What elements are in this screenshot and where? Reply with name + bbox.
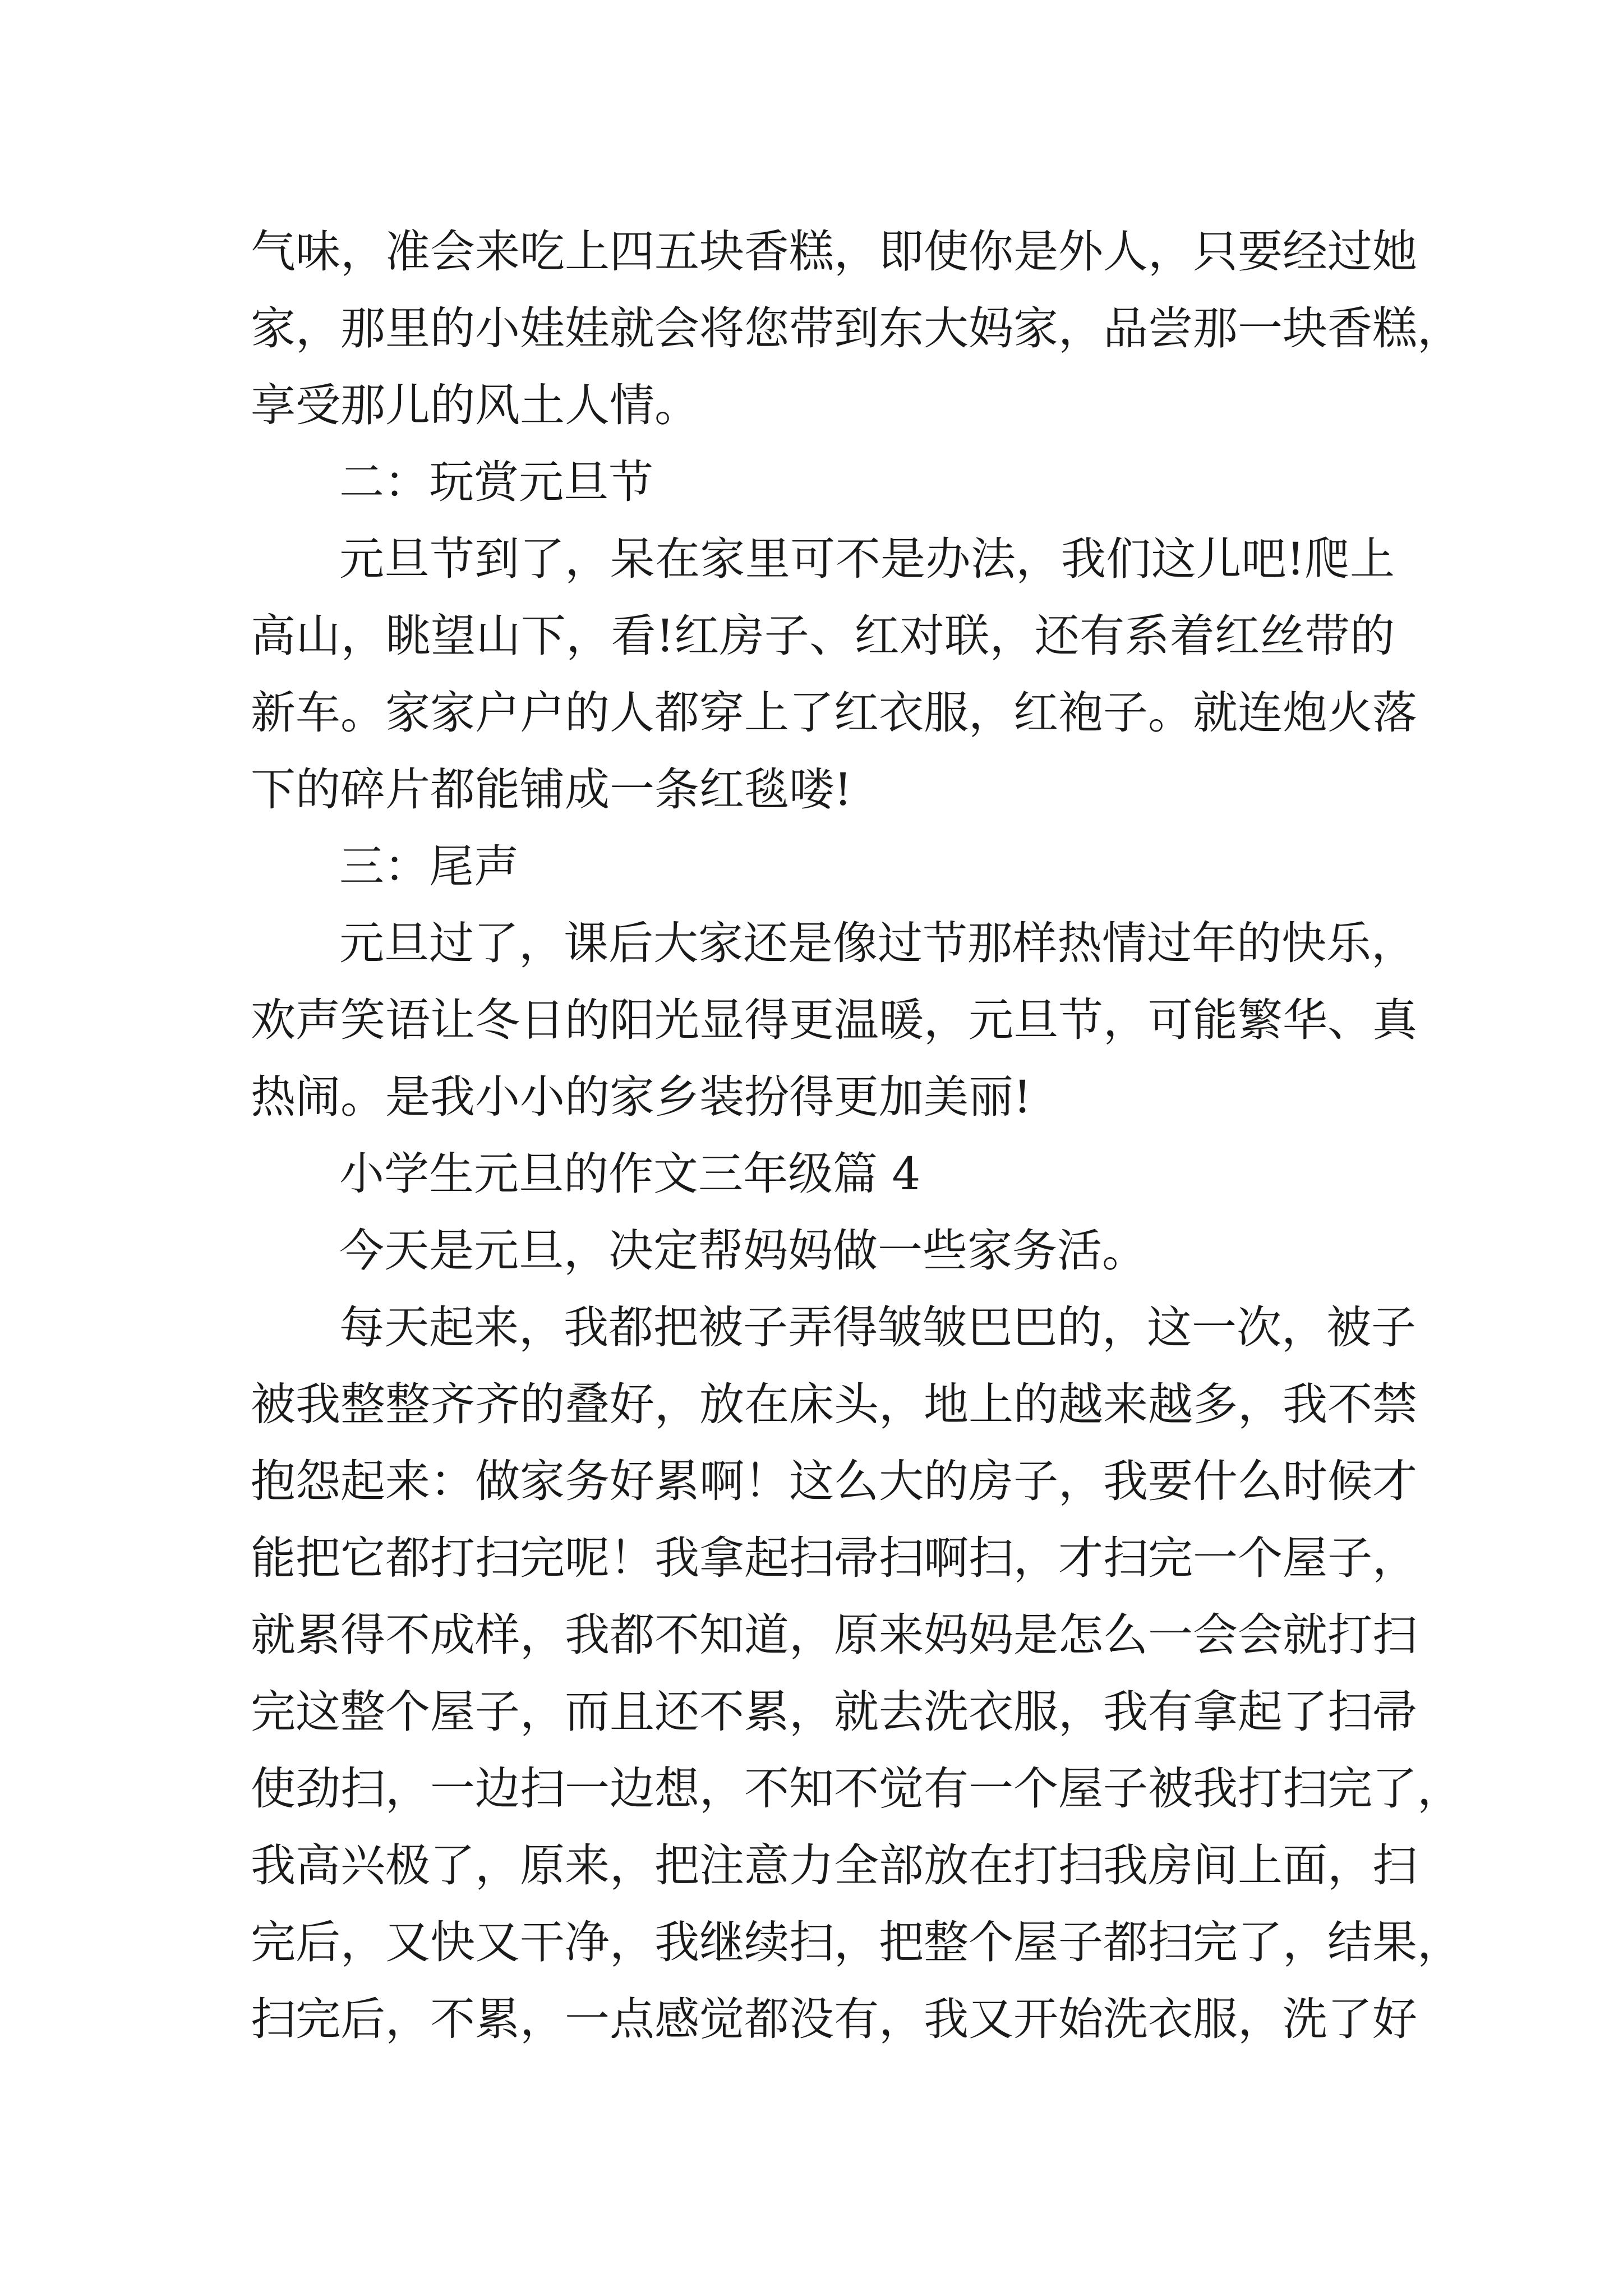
text-line: 气味，准会来吃上四五块香糕，即使你是外人，只要经过她 xyxy=(251,226,1417,278)
text-line: 每天起来，我都把被子弄得皱皱巴巴的，这一次，被子 xyxy=(339,1301,1416,1354)
text-line: 元旦节到了，呆在家里可不是办法，我们这儿吧!爬上 xyxy=(339,533,1395,585)
text-line: 我高兴极了，原来，把注意力全部放在打扫我房间上面，扫 xyxy=(251,1839,1417,1892)
text-line: 能把它都打扫完呢！我拿起扫帚扫啊扫，才扫完一个屋子， xyxy=(251,1532,1417,1584)
text-line: 家，那里的小娃娃就会将您带到东大妈家，品尝那一块香糕， xyxy=(251,302,1462,355)
text-line: 就累得不成样，我都不知道，原来妈妈是怎么一会会就打扫 xyxy=(251,1609,1417,1661)
text-line: 下的碎片都能铺成一条红毯喽! xyxy=(251,763,852,816)
text-line: 新车。家家户户的人都穿上了红衣服，红袍子。就连炮火落 xyxy=(251,687,1417,739)
text-line: 享受那儿的风土人情。 xyxy=(251,379,699,431)
section-heading: 二：玩赏元旦节 xyxy=(339,456,653,508)
text-line: 被我整整齐齐的叠好，放在床头，地上的越来越多，我不禁 xyxy=(251,1378,1417,1430)
essay-title: 小学生元旦的作文三年级篇 4 xyxy=(339,1148,921,1200)
text-line: 欢声笑语让冬日的阳光显得更温暖，元旦节，可能繁华、真 xyxy=(251,994,1417,1046)
text-line: 扫完后，不累，一点感觉都没有，我又开始洗衣服，洗了好 xyxy=(251,1993,1417,2045)
text-line: 完这整个屋子，而且还不累，就去洗衣服，我有拿起了扫帚 xyxy=(251,1686,1417,1738)
essay-text xyxy=(251,213,1462,2058)
text-line: 使劲扫，一边扫一边想，不知不觉有一个屋子被我打扫完了， xyxy=(251,1763,1462,1815)
section-heading: 三：尾声 xyxy=(339,840,519,892)
text-line: 高山，眺望山下，看!红房子、红对联，还有系着红丝带的 xyxy=(251,610,1395,662)
text-line: 完后，又快又干净，我继续扫，把整个屋子都扫完了，结果， xyxy=(251,1916,1462,1968)
text-line: 抱怨起来：做家务好累啊！这么大的房子，我要什么时候才 xyxy=(251,1455,1417,1507)
text-line: 元旦过了，课后大家还是像过节那样热情过年的快乐， xyxy=(339,917,1416,969)
text-line: 热闹。是我小小的家乡装扮得更加美丽! xyxy=(251,1071,1032,1123)
text-line: 今天是元旦，决定帮妈妈做一些家务活。 xyxy=(339,1225,1147,1277)
